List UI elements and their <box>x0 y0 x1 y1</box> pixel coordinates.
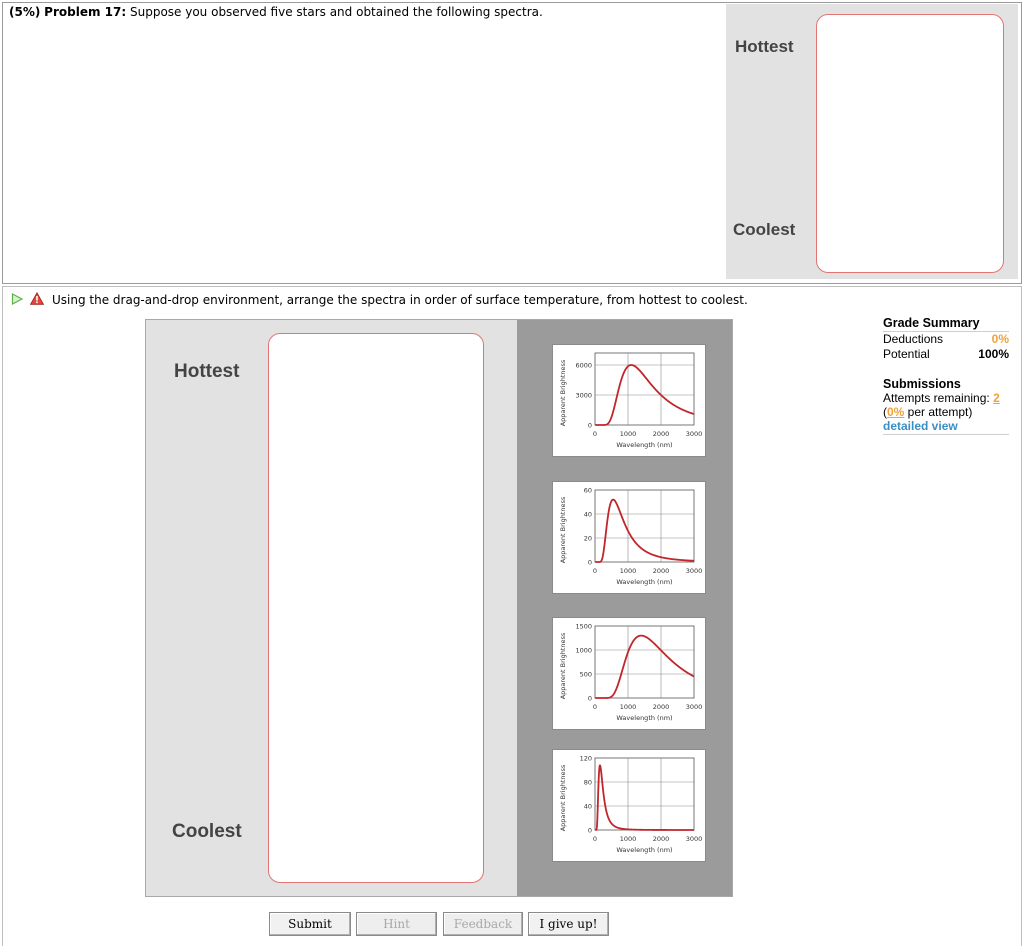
y-tick-label: 0 <box>587 558 592 567</box>
spectrum-chart-3 <box>553 618 705 729</box>
attempts-value[interactable]: 2 <box>993 391 1000 405</box>
spectrum-chart-1 <box>553 345 705 456</box>
problem-statement <box>9 5 543 19</box>
attempts-label: Attempts remaining: <box>883 391 990 405</box>
y-tick-label: 20 <box>583 534 592 543</box>
detailed-view-link[interactable]: detailed view <box>883 419 1009 435</box>
x-tick-label: 0 <box>592 567 598 575</box>
y-tick-label: 60 <box>583 486 592 495</box>
x-tick-label: 2000 <box>652 567 670 575</box>
per-attempt-value[interactable]: 0% <box>887 405 905 419</box>
per-attempt-close: per attempt) <box>904 405 973 419</box>
x-tick-label: 3000 <box>685 703 703 711</box>
y-axis-label: Apparent Brightness <box>559 632 567 700</box>
y-axis-label: Apparent Brightness <box>559 496 567 564</box>
submissions-title: Submissions <box>883 377 961 391</box>
x-tick-label: 2000 <box>652 835 670 843</box>
x-tick-label: 2000 <box>652 703 670 711</box>
per-attempt-row <box>883 405 1009 419</box>
x-tick-label: 3000 <box>685 430 703 438</box>
x-axis-label: Wavelength (nm) <box>616 441 673 449</box>
y-axis-label: Apparent Brightness <box>559 764 567 832</box>
potential-row <box>883 347 1009 362</box>
y-tick-label: 1000 <box>575 646 592 655</box>
per-attempt-open: ( <box>883 405 887 419</box>
x-tick-label: 3000 <box>685 835 703 843</box>
feedback-button[interactable]: Feedback <box>443 912 523 936</box>
hint-button[interactable]: Hint <box>356 912 437 936</box>
give-up-button[interactable]: I give up! <box>528 912 609 936</box>
x-tick-label: 1000 <box>619 567 637 575</box>
y-tick-label: 6000 <box>575 361 592 370</box>
y-tick-label: 1500 <box>575 622 592 631</box>
question-text: Using the drag-and-drop environment, arrange the spectra in order of surface temperature, from hottest to coolest. <box>52 293 748 307</box>
preview-coolest-label: Coolest <box>733 220 796 239</box>
x-tick-label: 0 <box>592 703 598 711</box>
grade-summary <box>883 316 1009 435</box>
y-tick-label: 40 <box>583 510 592 519</box>
expand-play-icon[interactable] <box>11 293 23 305</box>
y-tick-label: 3000 <box>575 391 592 400</box>
spectrum-card-1[interactable] <box>552 344 706 457</box>
x-tick-label: 3000 <box>685 567 703 575</box>
y-tick-label: 40 <box>583 802 592 811</box>
x-tick-label: 1000 <box>619 430 637 438</box>
y-axis-label: Apparent Brightness <box>559 359 567 427</box>
x-tick-label: 0 <box>592 430 598 438</box>
spectrum-card-4[interactable] <box>552 749 706 862</box>
x-tick-label: 0 <box>592 835 598 843</box>
problem-label: Problem 17: <box>44 5 127 19</box>
submit-button[interactable]: Submit <box>269 912 351 936</box>
grade-summary-title: Grade Summary <box>883 316 1009 332</box>
spectrum-card-3[interactable] <box>552 617 706 730</box>
coolest-label: Coolest <box>172 821 242 842</box>
attempts-row <box>883 391 1009 405</box>
x-tick-label: 2000 <box>652 430 670 438</box>
preview-drop-zone <box>816 14 1004 273</box>
y-tick-label: 80 <box>583 778 592 787</box>
x-axis-label: Wavelength (nm) <box>616 714 673 722</box>
potential-label: Potential <box>883 347 930 361</box>
y-tick-label: 120 <box>579 754 592 763</box>
x-axis-label: Wavelength (nm) <box>616 846 673 854</box>
hottest-label: Hottest <box>174 361 240 382</box>
problem-weight: (5%) <box>9 5 41 19</box>
x-tick-label: 1000 <box>619 703 637 711</box>
warning-icon <box>30 292 44 305</box>
plot-frame <box>595 353 694 425</box>
y-tick-label: 0 <box>587 826 592 835</box>
spectrum-card-2[interactable] <box>552 481 706 594</box>
y-tick-label: 0 <box>587 694 592 703</box>
problem-text: Suppose you observed five stars and obtained the following spectra. <box>129 5 543 19</box>
deductions-row <box>883 332 1009 347</box>
x-axis-label: Wavelength (nm) <box>616 578 673 586</box>
y-tick-label: 0 <box>587 421 592 430</box>
spectrum-chart-2 <box>553 482 705 593</box>
y-tick-label: 500 <box>579 670 592 679</box>
potential-value: 100% <box>978 347 1009 361</box>
spectrum-chart-4 <box>553 750 705 861</box>
x-tick-label: 1000 <box>619 835 637 843</box>
deductions-label: Deductions <box>883 332 944 346</box>
ranking-drop-zone[interactable] <box>268 333 484 883</box>
preview-hottest-label: Hottest <box>735 37 794 56</box>
deductions-value: 0% <box>991 332 1009 346</box>
